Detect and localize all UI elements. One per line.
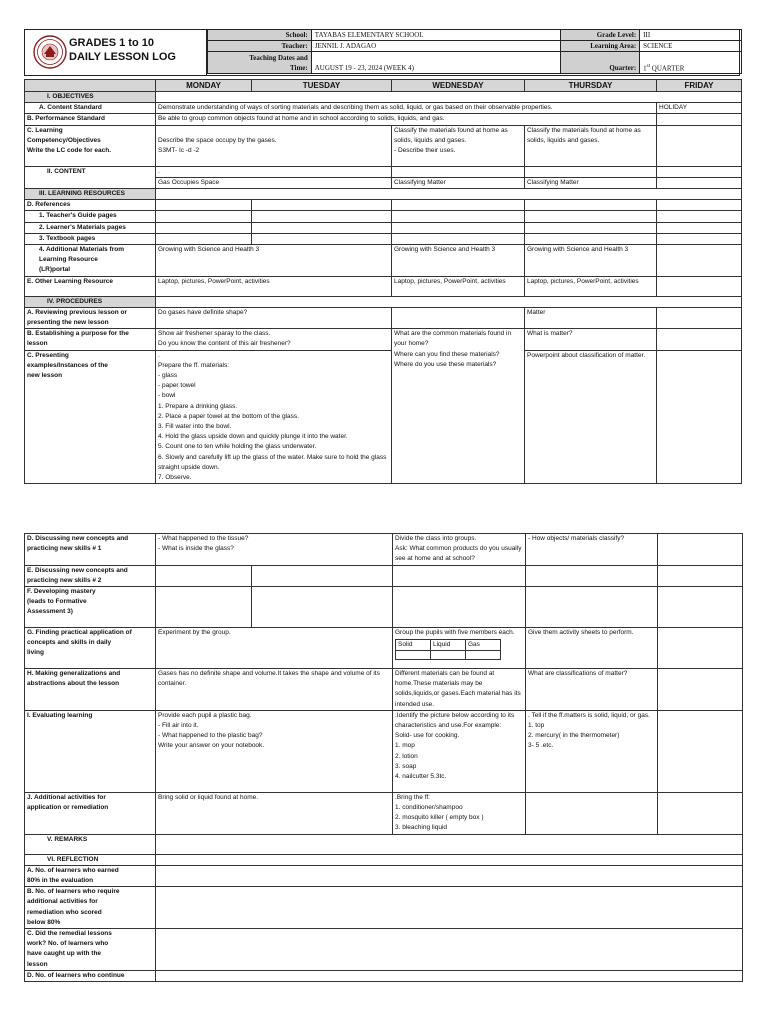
day-header-monday: MONDAY — [156, 80, 252, 92]
procedure-d-thursday: - How objects/ materials classify? — [526, 534, 658, 566]
content-monday: Gas Occupies Space — [156, 177, 392, 188]
reflection-heading: VI. REFLECTION — [25, 854, 156, 865]
procedure-a-thursday: Matter — [525, 307, 657, 328]
content-dot: . — [156, 166, 392, 177]
form-title-line-1: GRADES 1 to 10 — [69, 37, 154, 49]
e-tue — [252, 565, 393, 586]
procedure-i-wednesday: .Identify the picture below according to its characteristics and use.For example: Solid- use for cooking. 1. mop 2. lotion 3. soap 4. nailcutter 5.3tc. — [393, 710, 526, 792]
remarks-heading: V. REMARKS — [25, 834, 156, 854]
procedure-g-wednesday-text: Group the pupils with five members each. — [395, 629, 515, 637]
procedure-e-label: E. Discussing new concepts and practicing new skills # 2 — [25, 565, 156, 586]
reflection-b-label: B. No. of learners who require additional activities for remediation who scored below 80% — [25, 887, 156, 929]
content-heading: II. CONTENT — [25, 166, 156, 188]
lesson-log-table-page-1 — [24, 79, 742, 484]
lm-mon — [156, 222, 252, 233]
reflection-a-label: A. No. of learners who earned 80% in the evaluation — [25, 865, 156, 886]
reflection-value — [156, 854, 743, 865]
reflection-a-value — [156, 865, 743, 886]
grid-cell — [431, 651, 466, 660]
procedure-g-friday — [658, 628, 743, 669]
procedure-h-friday — [658, 669, 743, 711]
teacher-value: JENNIL J. ADAGAO — [311, 41, 561, 52]
other-resources-monday: Laptop, pictures, PowerPoint, activities — [156, 276, 392, 296]
tg-wed — [392, 211, 525, 222]
procedure-a-friday — [657, 307, 742, 328]
competency-thursday: Classify the materials found at home as solids, liquids and gases. — [525, 125, 657, 166]
f-fri — [658, 587, 743, 628]
procedure-j-thursday — [526, 792, 658, 834]
learning-area-value: SCIENCE — [640, 41, 742, 52]
procedure-c-label: C. Presenting examples/Instances of the new lesson — [25, 350, 156, 484]
procedure-b-monday: Show air freshener sparay to the class. Do you know the content of this air freshener? — [156, 329, 392, 350]
competency-label: C. Learning Competency/Objectives Write the LC code for each. — [25, 125, 156, 166]
reflection-c-value — [156, 929, 743, 971]
tg-mon — [156, 211, 252, 222]
content-thu-top — [525, 166, 657, 177]
performance-standard-value: Be able to group common objects found at home and in school according to solids, liquids, and gas. — [156, 114, 657, 125]
content-fri-top — [657, 166, 742, 177]
corner-cell — [25, 80, 156, 92]
day-header-thursday: THURSDAY — [525, 80, 657, 92]
competency-friday — [657, 125, 742, 166]
procedure-b-friday — [657, 329, 742, 350]
other-resources-thursday: Laptop, pictures, PowerPoint, activities — [525, 276, 657, 296]
content-thursday: Classifying Matter — [525, 177, 657, 188]
grid-cell — [466, 651, 501, 660]
tg-tue — [252, 211, 392, 222]
f-thu — [526, 587, 658, 628]
procedure-g-label: G. Finding practical application of concepts and skills in daily living — [25, 628, 156, 669]
other-resources-friday — [657, 276, 742, 296]
procedure-d-label: D. Discussing new concepts and practicing new skills # 1 — [25, 534, 156, 566]
competency-monday: Describe the space occupy by the gases. S3MT- Ic -d -2 — [156, 125, 392, 166]
procedure-c-thursday: Powerpoint about classification of matter. — [525, 350, 657, 484]
lm-wed — [392, 222, 525, 233]
content-wednesday: Classifying Matter — [392, 177, 525, 188]
procedure-i-monday: Provide each pupil a plastic bag. - Fill air into it. - What happened to the plastic bag? Write your answer on your notebook. — [156, 710, 393, 792]
day-header-friday: FRIDAY — [657, 80, 742, 92]
additional-materials-friday — [657, 245, 742, 277]
procedure-h-monday: Gases has no definite shape and volume.It takes the shape and volume of its container. — [156, 669, 393, 711]
tb-fri — [657, 233, 742, 244]
reflection-c-label: C. Did the remedial lessons work? No. of learners who have caught up with the lesson — [25, 929, 156, 971]
content-wed-top — [392, 166, 525, 177]
ref-thu — [525, 200, 657, 211]
grid-header-liquid: Liquid — [431, 640, 466, 651]
grade-level-value: III — [640, 30, 742, 41]
header-block — [24, 29, 740, 76]
procedure-g-thursday: Give them activity sheets to perform. — [526, 628, 658, 669]
reflection-d-value — [156, 970, 743, 981]
reflection-d-label: D. No. of learners who continue — [25, 970, 156, 981]
performance-standard-label: B. Performance Standard — [25, 114, 156, 125]
ref-wed — [392, 200, 525, 211]
procedure-b-label: B. Establishing a purpose for the lesson — [25, 329, 156, 350]
teachers-guide-label: 1. Teacher's Guide pages — [25, 211, 156, 222]
tb-tue — [252, 233, 392, 244]
f-mon — [156, 587, 252, 628]
ref-tue — [252, 200, 392, 211]
content-standard-label: A. Content Standard — [25, 103, 156, 114]
procedure-i-friday — [658, 710, 743, 792]
procedure-i-thursday: . Tell if the ff.matters is solid, liquid, or gas. 1. top 2. mercury( in the thermometer) 3- 5 .etc. — [526, 710, 658, 792]
header-info-grid — [207, 29, 742, 74]
quarter-ordinal: st — [646, 63, 651, 69]
ref-fri — [657, 200, 742, 211]
tg-fri — [657, 211, 742, 222]
procedure-h-thursday: What are classifications of matter? — [526, 669, 658, 711]
procedure-a-label: A. Reviewing previous lesson or presenting the new lesson — [25, 307, 156, 328]
procedure-b-thursday: What is matter? — [525, 329, 657, 350]
lm-tue — [252, 222, 392, 233]
f-wed — [393, 587, 526, 628]
school-label: School: — [208, 30, 312, 41]
procedure-d-wednesday: Divide the class into groups. Ask: What common products do you usually see at home and at school? — [393, 534, 526, 566]
procedure-d-monday: - What happened to the tissue? - What is inside the glass? — [156, 534, 393, 566]
procedure-h-label: H. Making generalizations and abstractions about the lesson — [25, 669, 156, 711]
lesson-log-table-page-2 — [24, 533, 743, 982]
procedure-a-wednesday — [392, 307, 525, 328]
grid-header-gas: Gas — [466, 640, 501, 651]
f-tue — [252, 587, 393, 628]
e-thu — [526, 565, 658, 586]
tb-wed — [392, 233, 525, 244]
teaching-dates-value: AUGUST 19 - 23, 2024 (WEEK 4) — [311, 52, 561, 74]
procedure-g-monday: Experiment by the group. — [156, 628, 393, 669]
textbook-pages-label: 3. Textbook pages — [25, 233, 156, 244]
school-value: TAYABAS ELEMENTARY SCHOOL — [311, 30, 561, 41]
e-mon — [156, 565, 252, 586]
remarks-value — [156, 834, 743, 854]
procedure-j-friday — [658, 792, 743, 834]
lm-fri — [657, 222, 742, 233]
objectives-heading: I. OBJECTIVES — [25, 92, 156, 103]
procedure-h-wednesday: Different materials can be found at home.These materials may be solids,liquids,or gases.Each material has its intended use. — [393, 669, 526, 711]
learners-materials-label: 2. Learner's Materials pages — [25, 222, 156, 233]
procedures-heading: IV. PROCEDURES — [25, 296, 156, 307]
e-wed — [393, 565, 526, 586]
procedure-d-friday — [658, 534, 743, 566]
grade-level-label: Grade Level: — [561, 30, 640, 41]
tb-thu — [525, 233, 657, 244]
teacher-label: Teacher: — [208, 41, 312, 52]
other-resources-wednesday: Laptop, pictures, PowerPoint, activities — [392, 276, 525, 296]
learning-area-label: Learning Area: — [561, 41, 640, 52]
content-standard-value: Demonstrate understanding of ways of sorting materials and describing them as solid, liquid, or gas based on their observable properties. — [156, 103, 657, 114]
additional-materials-label: 4. Additional Materials from Learning Resource (LR)portal — [25, 245, 156, 277]
lm-thu — [525, 222, 657, 233]
grid-header-solid: Solid — [396, 640, 431, 651]
additional-materials-thursday: Growing with Science and Health 3 — [525, 245, 657, 277]
procedure-b-wednesday: What are the common materials found in your home? Where can you find these materials? Where do you use these materials? — [392, 329, 525, 484]
content-friday — [657, 177, 742, 188]
teaching-dates-label-line-2: Time: — [289, 63, 308, 72]
additional-materials-monday: Growing with Science and Health 3 — [156, 245, 392, 277]
tg-thu — [525, 211, 657, 222]
competency-wednesday: Classify the materials found at home as solids, liquids and gases. - Describe their uses. — [392, 125, 525, 166]
procedure-j-monday: Bring solid or liquid found at home. — [156, 792, 393, 834]
procedure-f-label: F. Developing mastery (leads to Formative Assessment 3) — [25, 587, 156, 628]
quarter-value — [640, 52, 742, 74]
procedure-i-label: I. Evaluating learning — [25, 710, 156, 792]
teaching-dates-label — [208, 52, 312, 74]
e-fri — [658, 565, 743, 586]
day-header-wednesday: WEDNESDAY — [392, 80, 525, 92]
teaching-dates-label-line-1: Teaching Dates and — [249, 53, 308, 62]
additional-materials-wednesday: Growing with Science and Health 3 — [392, 245, 525, 277]
ref-mon — [156, 200, 252, 211]
day-header-tuesday: TUESDAY — [252, 80, 392, 92]
performance-friday — [657, 114, 742, 125]
procedure-j-wednesday: .Bring the ff: 1. conditioner/shampoo 2. mosquito killer ( empty box ) 3. bleaching liquid — [393, 792, 526, 834]
tb-mon — [156, 233, 252, 244]
grid-cell — [396, 651, 431, 660]
resources-empty — [156, 189, 742, 200]
solid-liquid-gas-grid — [395, 639, 501, 660]
procedure-c-monday: . Prepare the ff. materials: - glass - paper towel - bowl 1. Prepare a drinking glass. 2. Place a paper towel at the bottom of the glass. 3. Fill water into the bowl. 4. Hold the glass upside down and quickly plunge it into the water. 5. Count one to ten while holding the glass underwater. 6. Slowly and carefully lift up the glass of the water. Make sure to hold the glass straight upside down. 7. Observe. — [156, 350, 392, 484]
header-title-area — [25, 30, 207, 75]
deped-seal-icon — [33, 35, 67, 69]
quarter-word: QUARTER — [651, 64, 685, 72]
reflection-b-value — [156, 887, 743, 929]
learning-resources-heading: III. LEARNING RESOURCES — [25, 189, 156, 200]
procedure-j-label: J. Additional activities for application or remediation — [25, 792, 156, 834]
friday-holiday: HOLIDAY — [657, 103, 742, 114]
objectives-empty — [156, 92, 742, 103]
procedure-c-friday — [657, 350, 742, 484]
form-title-line-2: DAILY LESSON LOG — [69, 51, 176, 63]
quarter-number: 1 — [643, 64, 647, 72]
references-label: D. References — [25, 200, 156, 211]
other-resources-label: E. Other Learning Resource — [25, 276, 156, 296]
procedure-g-wednesday — [393, 628, 526, 669]
procedure-a-monday: Do gases have definite shape? — [156, 307, 392, 328]
quarter-label: Quarter: — [561, 52, 640, 74]
procedures-empty — [156, 296, 742, 307]
